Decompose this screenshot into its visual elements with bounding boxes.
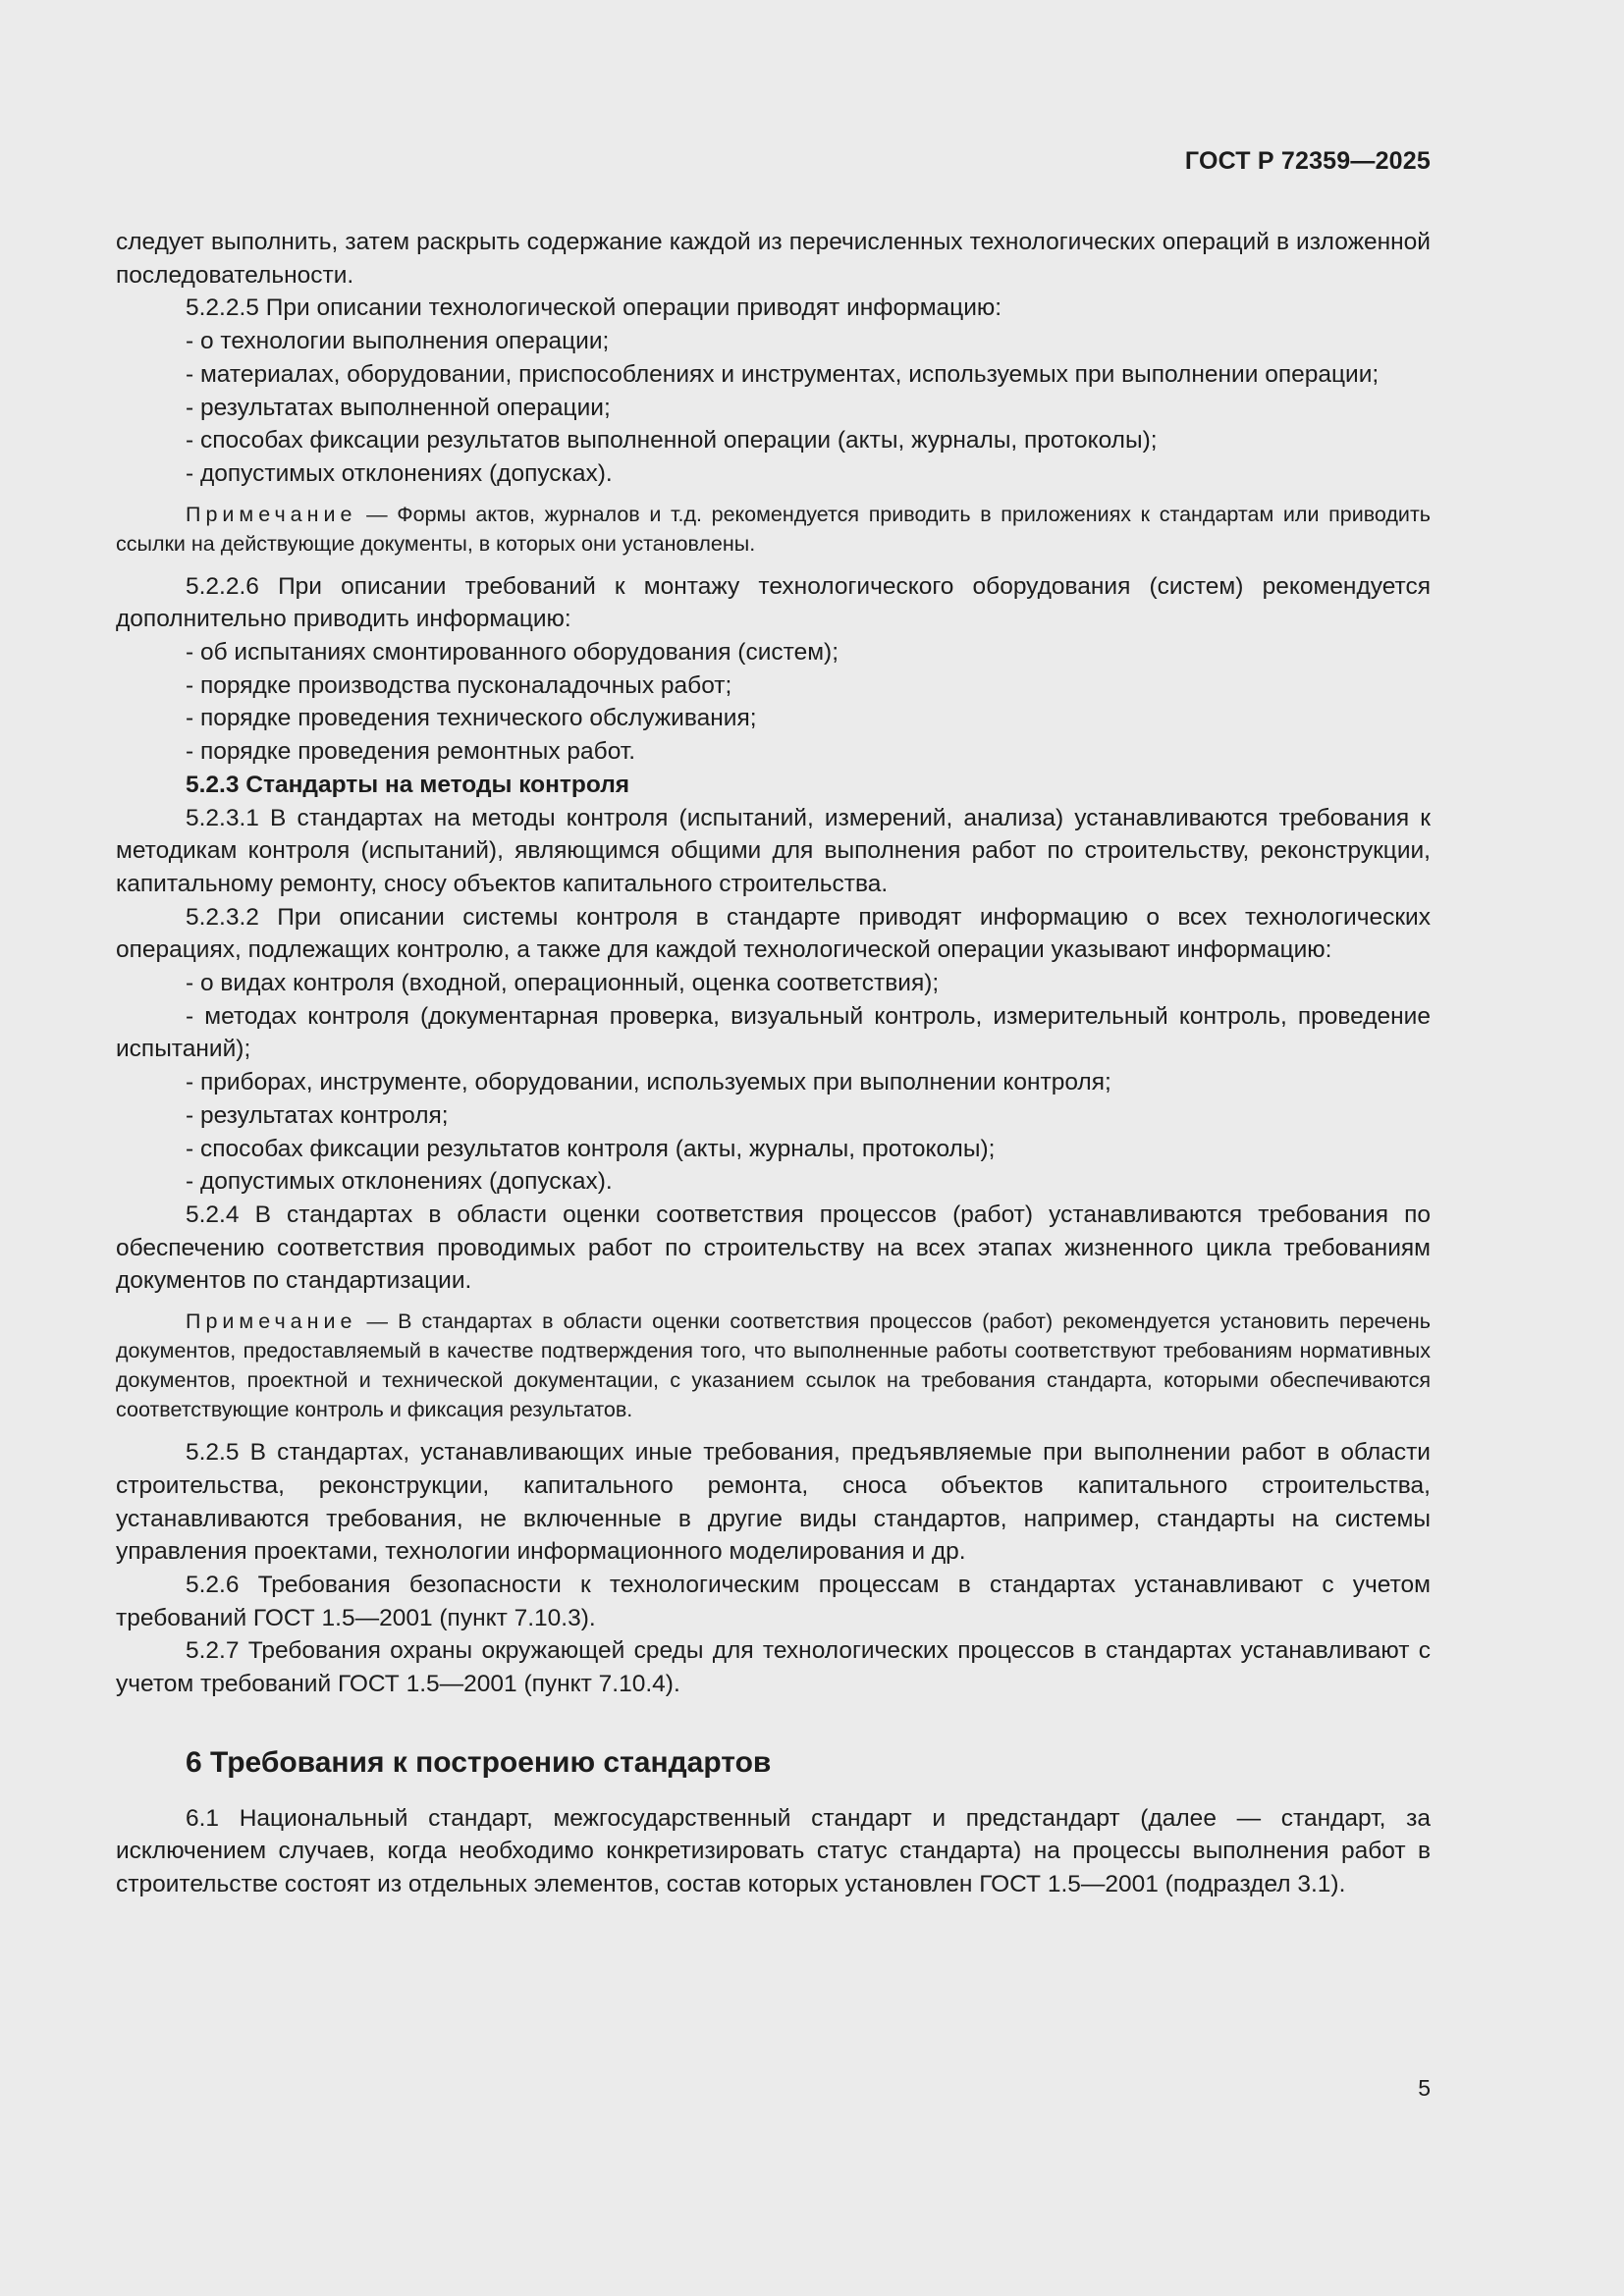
note-text: — Формы актов, журналов и т.д. рекомендуется приводить в приложениях к стандартам или приводить ссылки на действующие документы, в которых они установлены. [116,502,1431,556]
paragraph-5-2-7: 5.2.7 Требования охраны окружающей среды для технологических процессов в стандартах устанавливают с учетом требований ГОСТ 1.5—2001 (пункт 7.10.4). [116,1637,1431,1698]
paragraph-5-2-3-2: 5.2.3.2 При описании системы контроля в стандарте приводят информацию о всех технологических операциях, подлежащих контролю, а также для каждой технологической операции указывают информацию: [116,903,1431,964]
list-item: - порядке проведения ремонтных работ. [186,738,636,766]
list-item: - допустимых отклонениях (допусках). [186,1168,613,1196]
paragraph-5-2-3-1: 5.2.3.1 В стандартах на методы контроля (испытаний, измерений, анализа) устанавливаются требования к методикам контроля (испытаний), являющимся общими для выполнения работ по строительству, реконструкции, капитальному ремонту, сносу объектов капитального строительства. [116,804,1431,897]
paragraph-5-2-4: 5.2.4 В стандартах в области оценки соответствия процессов (работ) устанавливаются требования по обеспечению соответствия проводимых работ по строительству на всех этапах жизненного цикла требованиям документов по стандартизации. [116,1201,1431,1295]
paragraph-5-2-5: 5.2.5 В стандартах, устанавливающих иные требования, предъявляемые при выполнении работ в области строительства, реконструкции, капитального ремонта, сноса объектов капитального строительства, устанавливаются требования, не включенные в другие виды стандартов, например, стандарты на системы управления проектами, технологии информационного моделирования и др. [116,1439,1431,1566]
section-6-heading: 6 Требования к построению стандартов [186,1745,772,1779]
list-item: - об испытаниях смонтированного оборудования (систем); [186,639,839,667]
note-label: Примечание [186,1309,357,1334]
note-label: Примечание [186,502,357,526]
heading-5-2-3: 5.2.3 Стандарты на методы контроля [186,771,630,798]
list-item: - способах фиксации результатов контроля (акты, журналы, протоколы); [186,1135,996,1162]
list-item: - способах фиксации результатов выполненной операции (акты, журналы, протоколы); [186,427,1158,454]
page-number: 5 [1418,2075,1431,2101]
paragraph-5-2-2-5: 5.2.2.5 При описании технологической операции приводят информацию: [186,294,1002,322]
list-item: - приборах, инструменте, оборудовании, используемых при выполнении контроля; [186,1069,1111,1096]
paragraph-6-1: 6.1 Национальный стандарт, межгосударственный стандарт и предстандарт (далее — стандарт, за исключением случаев, когда необходимо конкретизировать статус стандарта) на процессы выполнения работ в строительстве состоят из отдельных элементов, состав которых установлен ГОСТ 1.5—2001 (подраздел 3.1). [116,1804,1431,1898]
list-item: - о видах контроля (входной, операционный, оценка соответствия); [186,970,940,997]
note-forms [116,500,1431,559]
list-item: - результатах выполненной операции; [186,394,611,421]
document-code-header: ГОСТ Р 72359—2025 [1184,147,1431,175]
note-conformity [116,1307,1431,1424]
note-text: — В стандартах в области оценки соответствия процессов (работ) рекомендуется установить перечень документов, предоставляемый в качестве подтверждения того, что выполненные работы соответствуют требованиям нормативных документов, проектной и технической документации, с указанием ссылок на требования стандарта, которыми обеспечиваются соответствующие контроль и фиксация результатов. [116,1309,1431,1422]
paragraph-intro: следует выполнить, затем раскрыть содержание каждой из перечисленных технологических операций в изложенной последовательности. [116,229,1431,289]
list-item: - о технологии выполнения операции; [186,328,610,355]
list-item: - допустимых отклонениях (допусках). [186,459,613,487]
list-item: - результатах контроля; [186,1101,449,1129]
list-item: - порядке проведения технического обслуживания; [186,705,757,732]
paragraph-5-2-2-6: 5.2.2.6 При описании требований к монтажу технологического оборудования (систем) рекомендуется дополнительно приводить информацию: [116,572,1431,633]
list-item: - порядке производства пусконаладочных работ; [186,671,732,699]
page-content [116,226,1431,1901]
paragraph-5-2-6: 5.2.6 Требования безопасности к технологическим процессам в стандартах устанавливают с учетом требований ГОСТ 1.5—2001 (пункт 7.10.3). [116,1571,1431,1631]
list-item: - методах контроля (документарная проверка, визуальный контроль, измерительный контроль, проведение испытаний); [116,1002,1431,1063]
list-item: - материалах, оборудовании, приспособлениях и инструментах, используемых при выполнении операции; [186,360,1380,388]
